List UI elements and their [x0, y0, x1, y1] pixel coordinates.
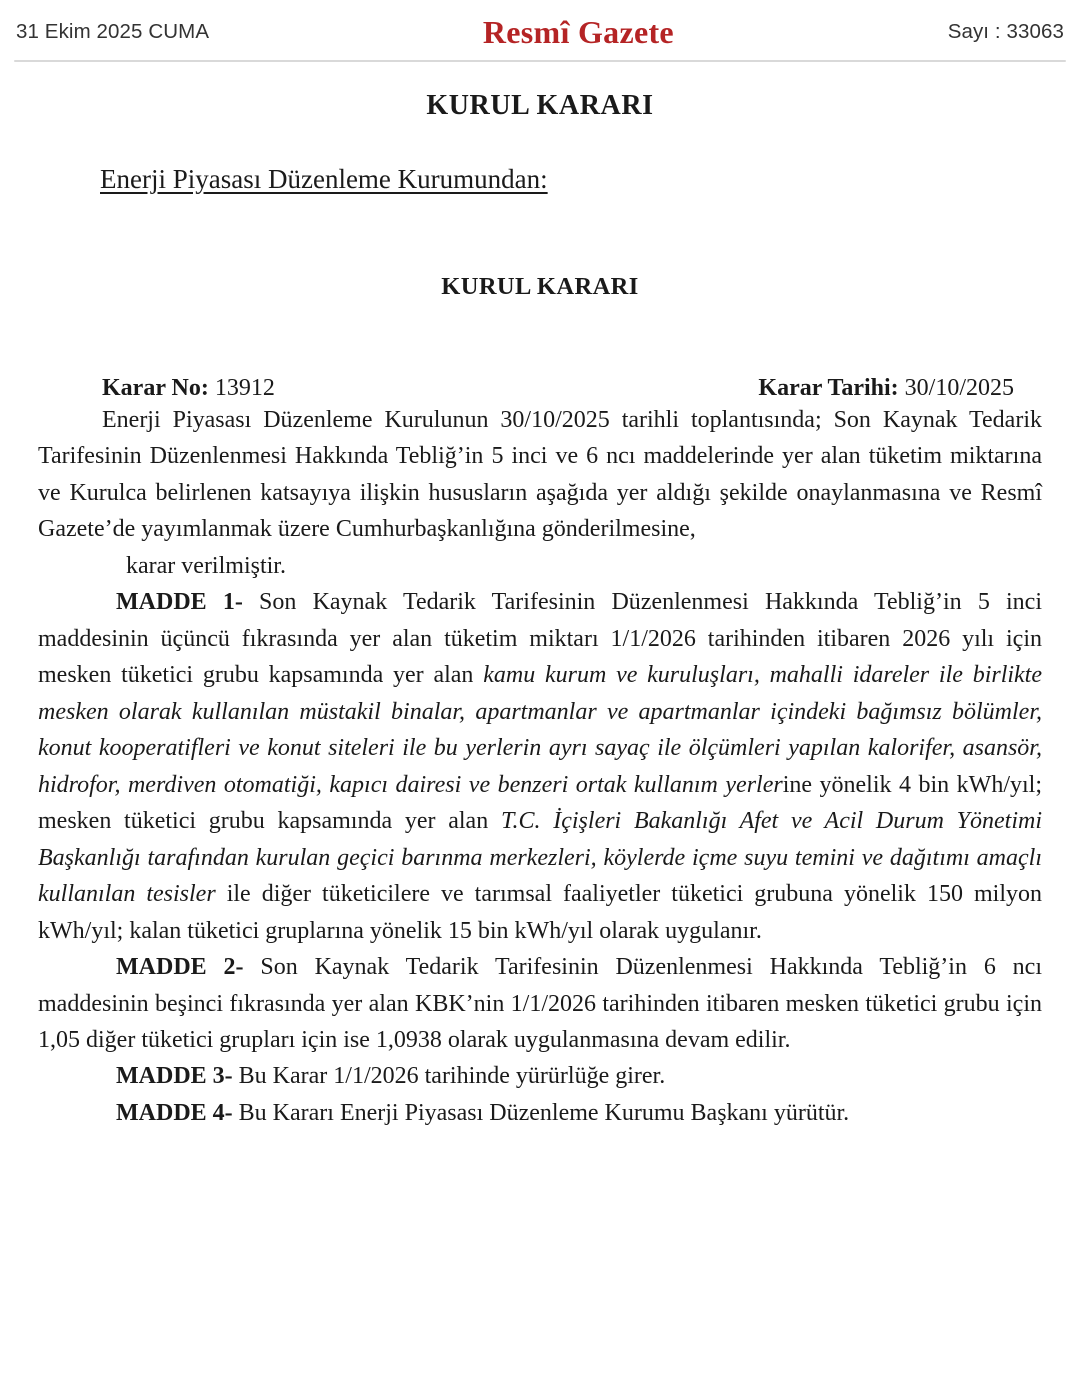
article-4-text: Bu Kararı Enerji Piyasası Düzenleme Kurumu Başkanı yürütür.: [232, 1099, 850, 1126]
article-4: [38, 1095, 1042, 1131]
masthead: [0, 0, 1080, 56]
article-3-label: MADDE 3-: [116, 1063, 233, 1090]
article-2: [38, 949, 1042, 1058]
decision-date: [758, 375, 1014, 402]
masthead-divider: [14, 60, 1066, 62]
intro-closing-line: karar verilmiştir.: [126, 552, 286, 579]
decision-number: [102, 375, 275, 402]
issuing-institution-label: Enerji Piyasası Düzenleme Kurumundan:: [100, 164, 548, 194]
article-1-label: MADDE 1-: [116, 589, 243, 616]
article-1-segment-1: Son Kaynak Tedarik Tarifesinin Düzenlenmesi Hakkında Tebliğ’in 5 inci maddesinin üçüncü fıkrasında yer alan tüketim miktarı 1/1/2026 tarihinden itibaren 2026 yılı için mesken tüketici grubu kapsamında yer alan: [38, 589, 1042, 689]
article-1-italic-1: kamu kurum ve kuruluşları, mahalli idareler ile birlikte mesken olarak kullanılan müstakil binalar, apartmanlar ve apartmanlar içindeki bağımsız bölümler, konut kooperatifleri ve konut siteleri ile bu yerlerin ayrı sayaç ile ölçümleri yapılan kalorifer, asansör, hidrofor, merdiven otomatiği, kapıcı dairesi ve benzeri ortak kullanım yerler: [38, 662, 1043, 798]
article-2-label: MADDE 2-: [116, 954, 244, 981]
article-4-label: MADDE 4-: [116, 1099, 233, 1126]
issuing-institution: [100, 164, 1042, 195]
intro-paragraph: Enerji Piyasası Düzenleme Kurulunun 30/10/2025 tarihli toplantısında; Son Kaynak Tedarik Tarifesinin Düzenlenmesi Hakkında Tebliğ’in 5 inci ve 6 ncı maddelerinde yer alan tüketim miktarına ve Kurulca belirlenen katsayıya ilişkin hususların aşağıda yer aldığı şekilde onaylanmasına ve Resmî Gazete’de yayımlanmak üzere Cumhurbaşkanlığına gönderilmesine,: [38, 407, 1042, 543]
article-2-text: Son Kaynak Tedarik Tarifesinin Düzenlenmesi Hakkında Tebliğ’in 6 ncı maddesinin beşinci fıkrasında yer alan KBK’nin 1/1/2026 tarihinden itibaren mesken tüketici grubu için 1,05 diğer tüketici grupları için ise 1,0938 olarak uygulanmasına devam edilir.: [38, 954, 1043, 1053]
decision-date-value: 30/10/2025: [904, 375, 1014, 401]
article-1-segment-3: ile diğer tüketicilere ve tarımsal faaliyetler tüketici grubuna yönelik 150 milyon kWh/yıl; kalan tüketici gruplarına yönelik 15 bin kWh/yıl olarak uygulanır.: [38, 881, 1042, 944]
decision-number-value: 13912: [214, 375, 275, 401]
masthead-date: 31 Ekim 2025 CUMA: [16, 20, 210, 43]
masthead-title: Resmî Gazete: [482, 13, 674, 50]
article-3-text: Bu Karar 1/1/2026 tarihinde yürürlüğe girer.: [232, 1063, 666, 1090]
decision-date-label: Karar Tarihi:: [758, 375, 899, 401]
article-1-segment-2: ine yönelik 4 bin kWh/yıl; mesken tüketici grubu kapsamında yer alan: [38, 771, 1042, 835]
article-1-italic-2: T.C. İçişleri Bakanlığı Afet ve Acil Durum Yönetimi Başkanlığı tarafından kurulan geçici barınma merkezleri, köylerde içme suyu temini ve dağıtımı amaçlı kullanılan tesisler: [38, 808, 1043, 908]
article-3: [38, 1058, 1042, 1094]
page-title: KURUL KARARI: [426, 90, 654, 121]
masthead-issue-number: Sayı : 33063: [947, 20, 1064, 43]
article-1: [38, 584, 1042, 949]
decision-heading: KURUL KARARI: [441, 273, 639, 300]
document-content: [0, 90, 1080, 1131]
decision-metadata: [38, 375, 1042, 402]
decision-number-label: Karar No:: [102, 375, 209, 401]
